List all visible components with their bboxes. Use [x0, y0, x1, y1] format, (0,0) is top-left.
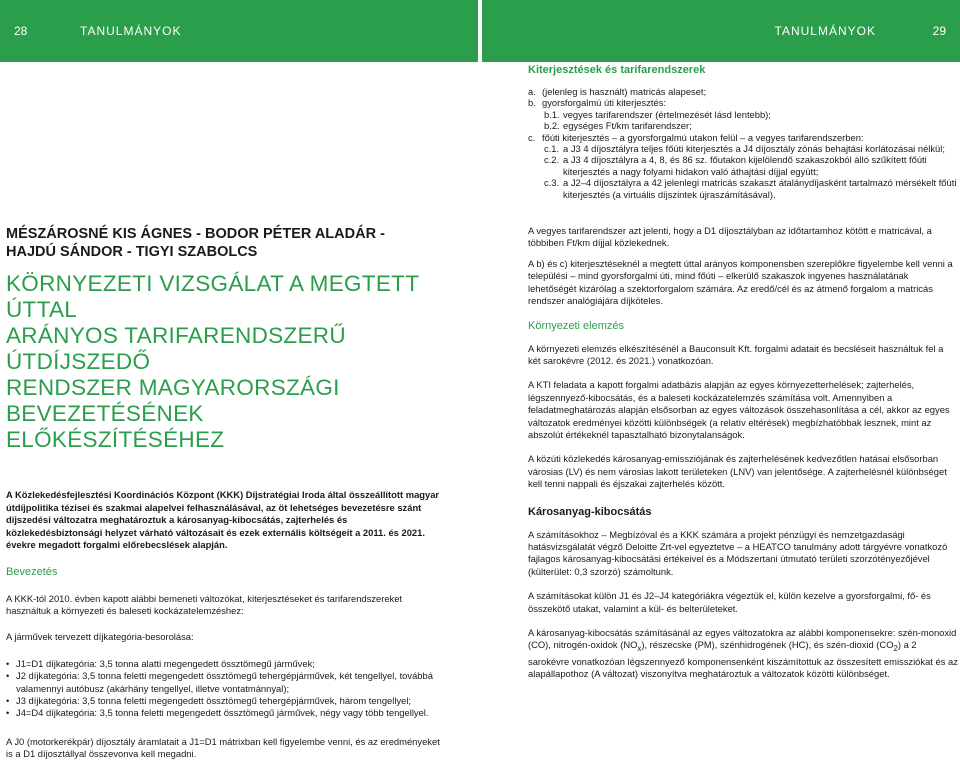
list-item: • J1=D1 díjkategória: 3,5 tonna alatti megengedett össztömegű járművek;: [6, 658, 446, 670]
list-item-label: c.2.: [544, 154, 560, 166]
list-item: [528, 132, 958, 143]
list-item: [528, 143, 958, 154]
list-item-label: a.: [528, 86, 536, 97]
section-heading-environment: Környezeti elemzés: [528, 319, 624, 332]
title-line-3: RENDSZER MAGYARORSZÁGI BEVEZETÉSÉNEK: [6, 375, 340, 426]
left-column: [6, 225, 446, 761]
header-bar-left: [0, 0, 478, 62]
list-item-text: vegyes tarifarendszer (értelmezését lásd lentebb);: [563, 108, 771, 120]
list-item: [528, 120, 958, 131]
list-item-label: c.3.: [544, 177, 560, 189]
list-item-text: a J2–4 díjosztályra a 42 jelenlegi matricás szakaszt átalánydíjasként tartalmazó mérsékelt főúti kiterjesztés (a virtuális díjszintek újraszámításával).: [563, 177, 957, 200]
section-heading-introduction: Bevezetés: [6, 565, 58, 578]
emissions-text-part-2: ), részecske (PM), szénhidrogének (HC), és szén-dioxid (CO: [641, 639, 894, 651]
list-item-label: b.2.: [544, 120, 560, 132]
header-bar-right: [482, 0, 960, 62]
right-column: [528, 62, 958, 681]
title-line-4: ELŐKÉSZÍTÉSÉHEZ: [6, 427, 225, 452]
emissions-text-part-3: ) a 2 sarokévre vonatkozóan légszennyező komponensenként kiszámítottuk az összesített emissziókat és az alapállapothoz (A változat) viszonyítva meghatároztuk a változatok közötti különbséget.: [528, 639, 958, 680]
list-item-text: a J3 4 díjosztályra a 4, 8, és 86 sz. főutakon kijelölendő szakaszokból álló szűkített főúti kiterjesztés a nagy folyami hidakon való áthajtási díjjal együtt;: [563, 154, 927, 177]
list-item-text: a J3 4 díjosztályra teljes főúti kiterjesztés a J4 díjosztály zónás behajtási korlátozásai nélkül;: [563, 143, 945, 155]
authors-line-1: MÉSZÁROSNÉ KIS ÁGNES - BODOR PÉTER ALADÁR -: [6, 226, 385, 242]
article-title: [6, 271, 446, 453]
environment-paragraph-1: A környezeti elemzés elkészítésénél a Bauconsult Kft. forgalmi adatait és becsléseit használtuk fel a két sarokévre (2012. és 2021.) vonatkozóan.: [528, 342, 944, 366]
co2-subscript: 2: [893, 644, 898, 654]
j0-paragraph: A J0 (motorkerékpár) díjosztály áramlatait a J1=D1 mátrixban kell figyelembe venni, és az eredményeket is a D1 díjosztállyal összevonva kell megadni.: [6, 735, 440, 760]
running-title-left: TANULMÁNYOK: [80, 24, 182, 38]
nox-subscript: x: [637, 644, 642, 654]
title-line-1: KÖRNYEZETI VIZSGÁLAT A MEGTETT ÚTTAL: [6, 271, 419, 322]
emissions-paragraph-1: A számításokhoz – Megbízóval és a KKK számára a projekt pénzügyi és nemzetgazdasági hatásvizsgálatát végző Deloitte Zrt-vel egyeztetve – a HEATCO tanulmány adott tárgyévre vonatkozó fajlagos károsanyag-kibocsátási értékeivel és a Módszertani útmutató területi szorzótényezőjével (külterület: 0,3 szorzó) számoltunk.: [528, 528, 948, 577]
title-line-2: ARÁNYOS TARIFARENDSZERŰ ÚTDÍJSZEDŐ: [6, 323, 346, 374]
section-heading-extensions: Kiterjesztések és tarifarendszerek: [528, 64, 706, 76]
article-abstract: A Közlekedésfejlesztési Koordinációs Központ (KKK) Díjstratégiai Iroda által összeállított magyar útdíjpolitika tézisei és szakmai alapelvei felhasználásával, az öt lehetséges bevezetésre szánt díjszedési változatra meghatároztuk a károsanyag-kibocsátás, zajterhelés és közlekedésbiztonsági helyzet várható változásait és ezek externális költségeit a 2011. és 2021. évekre megadott forgalmi előrebecslések alapján.: [6, 489, 440, 550]
section-heading-emissions: Károsanyag-kibocsátás: [528, 505, 652, 518]
extensions-paragraph: A b) és c) kiterjesztéseknél a megtett úttal arányos komponensben szereplőkre figyelembe kell venni a települési – mind gyorsforgalmi úti, mind főúti – elkerülő szakaszok ingyenes használatának lehetőségét kizárólag a szektorforgalom számára. Az eredő/cél és az átmenő forgalom a matricás rendszer analógiájára díjköteles.: [528, 257, 953, 307]
list-item-text: gyorsforgalmú úti kiterjesztés:: [542, 97, 667, 109]
vehicle-category-intro: A járművek tervezett díjkategória-besorolása:: [6, 631, 194, 643]
list-item: [528, 97, 958, 108]
list-item: • J3 díjkategória: 3,5 tonna feletti megengedett össztömegű tehergépjárművek, három tengellyel;: [6, 695, 446, 707]
emissions-paragraph-2: A számításokat külön J1 és J2–J4 kategóriákra végeztük el, külön kezelve a gyorsforgalmi, fő- és összekötő utakat, valamint a kül- és belterületeket.: [528, 590, 931, 614]
list-item-label: c.: [528, 131, 536, 143]
list-item: [528, 109, 958, 120]
emissions-paragraph-3: [528, 627, 958, 681]
list-item: • J4=D4 díjkategória: 3,5 tonna feletti megengedett össztömegű járművek, négy vagy több tengellyel.: [6, 707, 446, 719]
emissions-text-part-1: A károsanyag-kibocsátás számításánál az egyes változatokra az alábbi komponensekre: szén-monoxid (CO), nitrogén-oxidok (NO: [528, 627, 957, 651]
page-number-right: 29: [932, 24, 946, 38]
list-item-text: főúti kiterjesztés – a gyorsforgalmú utakon felül – a vegyes tarifarendszerben:: [542, 131, 864, 143]
list-item-text: (jelenleg is használt) matricás alapeset;: [542, 86, 707, 97]
running-title-right: TANULMÁNYOK: [774, 24, 876, 38]
environment-paragraph-3: A közúti közlekedés károsanyag-emissziójának és zajterhelésének kedvezőtlen hatásai elsősorban városias (LV) és nem városias lakott területeken (LNV) van jelentősége. A zajterhelésnél különbséget kell tenni nappali és éjszakai zajterhelés között.: [528, 453, 947, 490]
list-item: [528, 154, 958, 177]
extensions-list: [528, 86, 958, 200]
article-authors: [6, 225, 446, 261]
authors-line-2: HAJDÚ SÁNDOR - TIGYI SZABOLCS: [6, 244, 258, 260]
list-item-label: b.: [528, 97, 536, 109]
list-item: • J2 díjkategória: 3,5 tonna feletti megengedett össztömegű tehergépjárművek, két tengellyel, továbbá valamennyi autóbusz (akárhány tengellyel, illetve vontatmánnyal);: [6, 670, 446, 695]
vehicle-category-list: [6, 658, 446, 720]
intro-paragraph: A KKK-tól 2010. évben kapott alábbi bemeneti változókat, kiterjesztéseket és tarifarendszereket használtuk a környezeti és baleseti kockázatelemzéshez:: [6, 592, 403, 616]
list-item-text: egységes Ft/km tarifarendszer;: [563, 120, 692, 132]
list-item-label: c.1.: [544, 143, 560, 155]
page-number-left: 28: [14, 24, 28, 38]
tariff-paragraph: A vegyes tarifarendszer azt jelenti, hogy a D1 díjosztályban az időtartamhoz kötött e matricával, a többiben Ft/km díjjal közlekednek.: [528, 225, 932, 249]
environment-paragraph-2: A KTI feladata a kapott forgalmi adatbázis alapján az egyes környezetterhelések; zajterhelés, légszennyező-kibocsátás, és a baleseti kockázatelemzés számítása volt. Amennyiben a feladatmeghatározás alapján elsősorban az egyes változások összehasonlítása a cél, akkor az egyes változatok eredményei közötti különbségek (a relatív eltérések) megbízhatóbbak lesznek, mint az abszolút értékeknél tapasztalható bizonytalanságok.: [528, 379, 950, 440]
list-item-label: b.1.: [544, 108, 560, 120]
list-item: [528, 177, 958, 200]
list-item: [528, 86, 958, 97]
